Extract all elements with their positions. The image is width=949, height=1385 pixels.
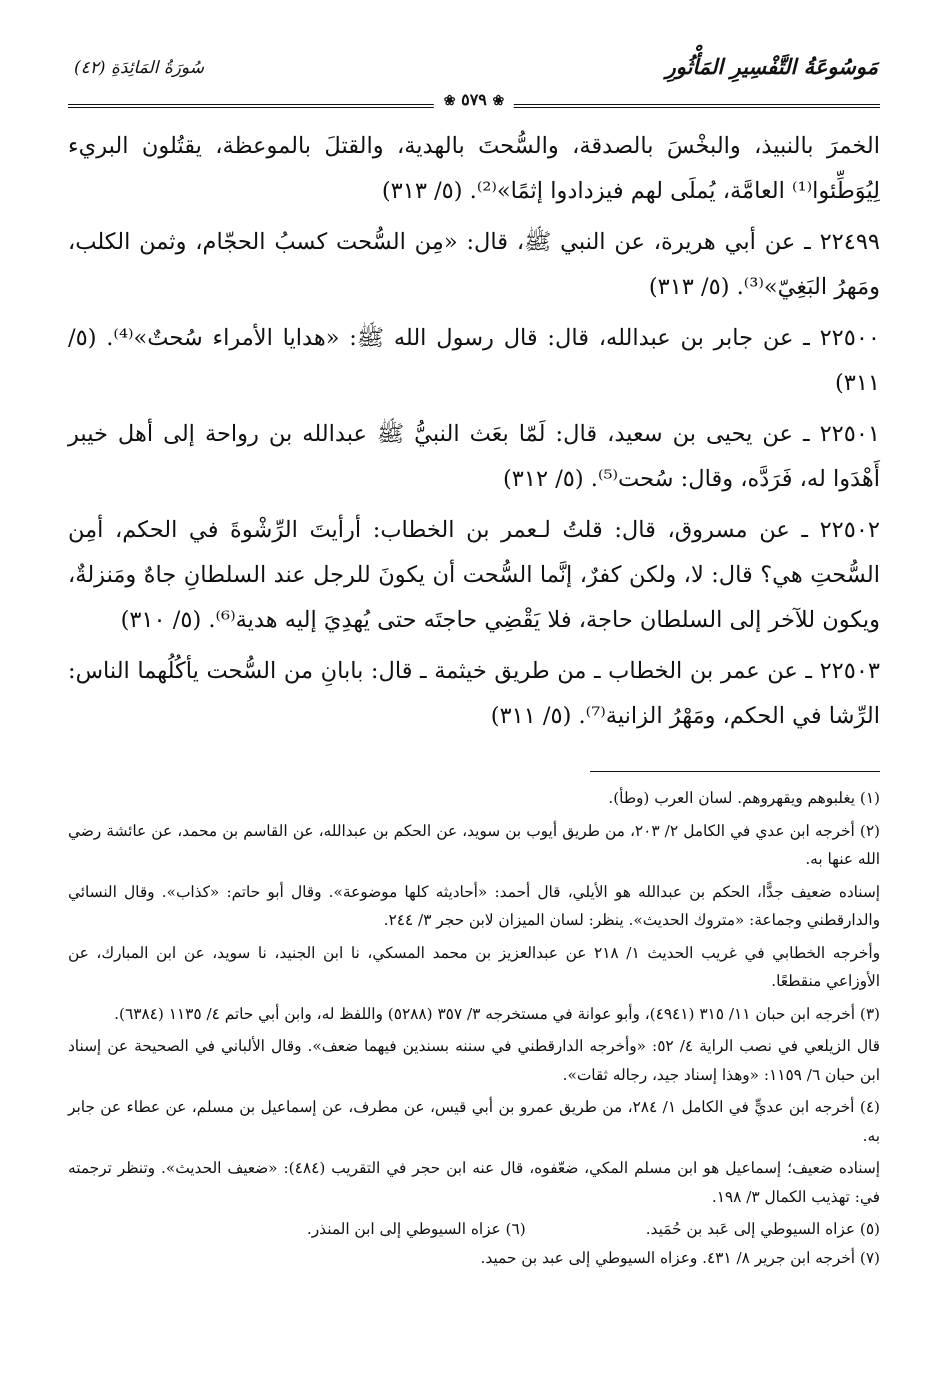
ornament-icon: ❀: [443, 93, 456, 109]
footnote: (١) يغلبوهم ويقهروهم. لسان العرب (وطأ).: [608, 789, 880, 807]
main-text: [68, 124, 880, 739]
page-number-rule: [68, 90, 880, 112]
page-number: [434, 90, 514, 109]
book-title: مَوسُوعَةُ التَّفْسِيرِ المَأْثُورِ: [665, 54, 878, 79]
footnote-separator: [590, 771, 880, 772]
ornament-icon: ❀: [492, 93, 505, 109]
hadith-22501: ٢٢٥٠١ ـ عن يحيى بن سعيد، قال: لَمّا بعَث النبيُّ ﷺ عبدالله بن رواحة إلى أهل خيبر أَهْدَوا له، فَرَدَّه، وقال: سُحت⁽⁵⁾. (٥/ ٣١٢): [68, 421, 880, 492]
footnote: (٢) أخرجه ابن عدي في الكامل ٢/ ٢٠٣، من طريق أيوب بن سويد، عن الحكم بن عبدالله، عن القاسم بن محمد، عن عائشة رضي الله عنها به.: [68, 821, 880, 868]
footnote: (٤) أخرجه ابن عديٍّ في الكامل ١/ ٢٨٤، من طريق عمرو بن أبي قيس، عن مطرف، عن إسماعيل بن مسلم، عن عطاء عن جابر به.: [68, 1098, 880, 1145]
hadith-22500: ٢٢٥٠٠ ـ عن جابر بن عبدالله، قال: قال رسول الله ﷺ: «هدايا الأمراء سُحتٌ»⁽⁴⁾. (٥/ ٣١١): [68, 325, 880, 396]
hadith-22502: ٢٢٥٠٢ ـ عن مسروق، قال: قلتُ لـعمر بن الخطاب: أرأيتَ الرِّشْوةَ في الحكم، أمِن السُّحتِ هي؟ قال: لا، ولكن كفرٌ، إنَّما السُّحت أن يكونَ للرجل عند السلطانِ جاهٌ ومَنزلةٌ، ويكون للآخر إلى السلطان حاجة، فلا يَقْضِي حاجتَه حتى يُهدِيَ إليه هدية⁽⁶⁾. (٥/ ٣١٠): [68, 517, 880, 633]
page-number-text: ٥٧٩: [461, 90, 487, 109]
footnote: قال الزيلعي في نصب الراية ٤/ ٥٢: «وأخرجه الدارقطني في سننه بسندين فيهما ضعف». وقال الألباني في الصحيحة عن إسناد ابن حبان ٦/ ١١٥٩: «وهذا إسناد جيد، رجاله ثقات».: [68, 1037, 880, 1084]
footnote-7: (٧) أخرجه ابن جرير ٨/ ٤٣١. وعزاه السيوطي إلى عبد بن حميد.: [480, 1248, 880, 1267]
running-header: [68, 48, 880, 92]
footnote-6: (٦) عزاه السيوطي إلى ابن المنذر.: [306, 1220, 526, 1238]
footnote-pair: [68, 1215, 880, 1244]
footnote: إسناده ضعيف جدًّا، الحكم بن عبدالله هو الأيلي، قال أحمد: «أحاديثه كلها موضوعة». وقال أبو حاتم: «كذاب». وقال النسائي والدارقطني وجماعة: «متروك الحديث». ينظر: لسان الميزان لابن حجر ٣/ ٢٤٤.: [68, 882, 880, 929]
footnote: وأخرجه الخطابي في غريب الحديث ١/ ٢١٨ عن عبدالعزيز بن محمد المسكي، نا ابن الجنيد، نا سويد، عن ابن المبارك، عن الأوزاعي منقطعًا.: [68, 943, 880, 990]
footnote: إسناده ضعيف؛ إسماعيل هو ابن مسلم المكي، ضعّفوه، قال عنه ابن حجر في التقريب (٤٨٤): «ضعيف الحديث». وتنظر ترجمته في: تهذيب الكمال ٣/ ١٩٨.: [68, 1159, 880, 1206]
page: [68, 48, 880, 1276]
hadith-22503: ٢٢٥٠٣ ـ عن عمر بن الخطاب ـ من طريق خيثمة ـ قال: بابانِ من السُّحت يأكُلُهما الناس: الرِّشا في الحكم، ومَهْرُ الزانية⁽⁷⁾. (٥/ ٣١١): [68, 658, 880, 729]
surah-title: سُورَةُ المَائِدَةِ (٤٢): [74, 58, 204, 78]
paragraph: الخمرَ بالنبيذ، والبخْسَ بالصدقة، والسُّحتَ بالهدية، والقتلَ بالموعظة، يقتُلون البريء لِيُوَطِّئوا⁽¹⁾ العامَّة، يُملَى لهم فيزدادوا إثمًا»⁽²⁾. (٥/ ٣١٣): [68, 133, 880, 204]
footnote-5: (٥) عزاه السيوطي إلى عَبد بن حُمَيد.: [645, 1220, 880, 1238]
hadith-22499: ٢٢٤٩٩ ـ عن أبي هريرة، عن النبي ﷺ، قال: «مِن السُّحت كسبُ الحجّام، وثمن الكلب، ومَهرُ البَغِيّ»⁽³⁾. (٥/ ٣١٣): [68, 229, 880, 300]
footnotes: [68, 784, 880, 1272]
footnote: (٣) أخرجه ابن حبان ١١/ ٣١٥ (٤٩٤١)، وأبو عوانة في مستخرجه ٣/ ٣٥٧ (٥٢٨٨) واللفظ له، وابن أبي حاتم ٤/ ١١٣٥ (٦٣٨٤).: [114, 1004, 880, 1023]
